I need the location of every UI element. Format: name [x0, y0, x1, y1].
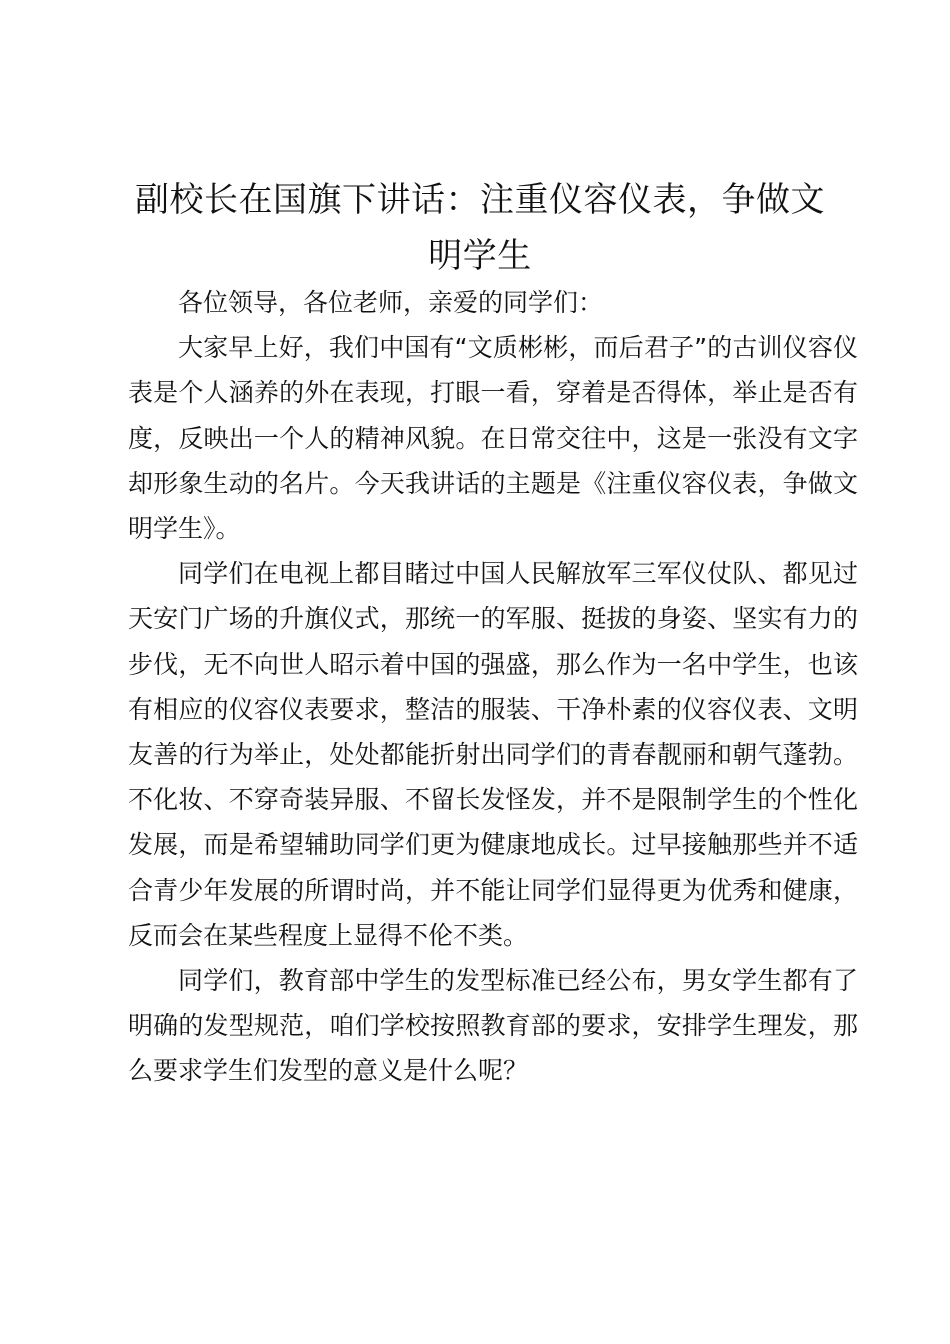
paragraph-opening: 大家早上好，我们中国有“文质彬彬，而后君子”的古训仪容仪表是个人涵养的外在表现，打眼一看，穿着是否得体，举止是否有度，反映出一个人的精神风貌。在日常交往中，这是一张没有文字却形象生动的名片。今天我讲话的主题是《注重仪容仪表，争做文明学生》。: [128, 333, 858, 544]
document-title: 副校长在国旗下讲话：注重仪容仪表，争做文明学生: [135, 180, 825, 276]
paragraph-hairstyle: 同学们，教育部中学生的发型标准已经公布，男女学生都有了明确的发型规范，咱们学校按照教育部的要求，安排学生理发，那么要求学生们发型的意义是什么呢？: [128, 966, 858, 1086]
paragraph-examples: 同学们在电视上都目睹过中国人民解放军三军仪仗队、都见过天安门广场的升旗仪式，那统一的军服、挺拔的身姿、坚实有力的步伐，无不向世人昭示着中国的强盛，那么作为一名中学生，也该有相应的仪容仪表要求，整洁的服装、干净朴素的仪容仪表、文明友善的行为举止，处处都能折射出同学们的青春靓丽和朝气蓬勃。不化妆、不穿奇装异服、不留长发怪发，并不是限制学生的个性化发展，而是希望辅助同学们更为健康地成长。过早接触那些并不适合青少年发展的所谓时尚，并不能让同学们显得更为优秀和健康，反而会在某些程度上显得不伦不类。: [128, 559, 858, 950]
document-body: [128, 280, 858, 1094]
paragraph-greeting: 各位领导，各位老师，亲爱的同学们：: [178, 288, 604, 317]
